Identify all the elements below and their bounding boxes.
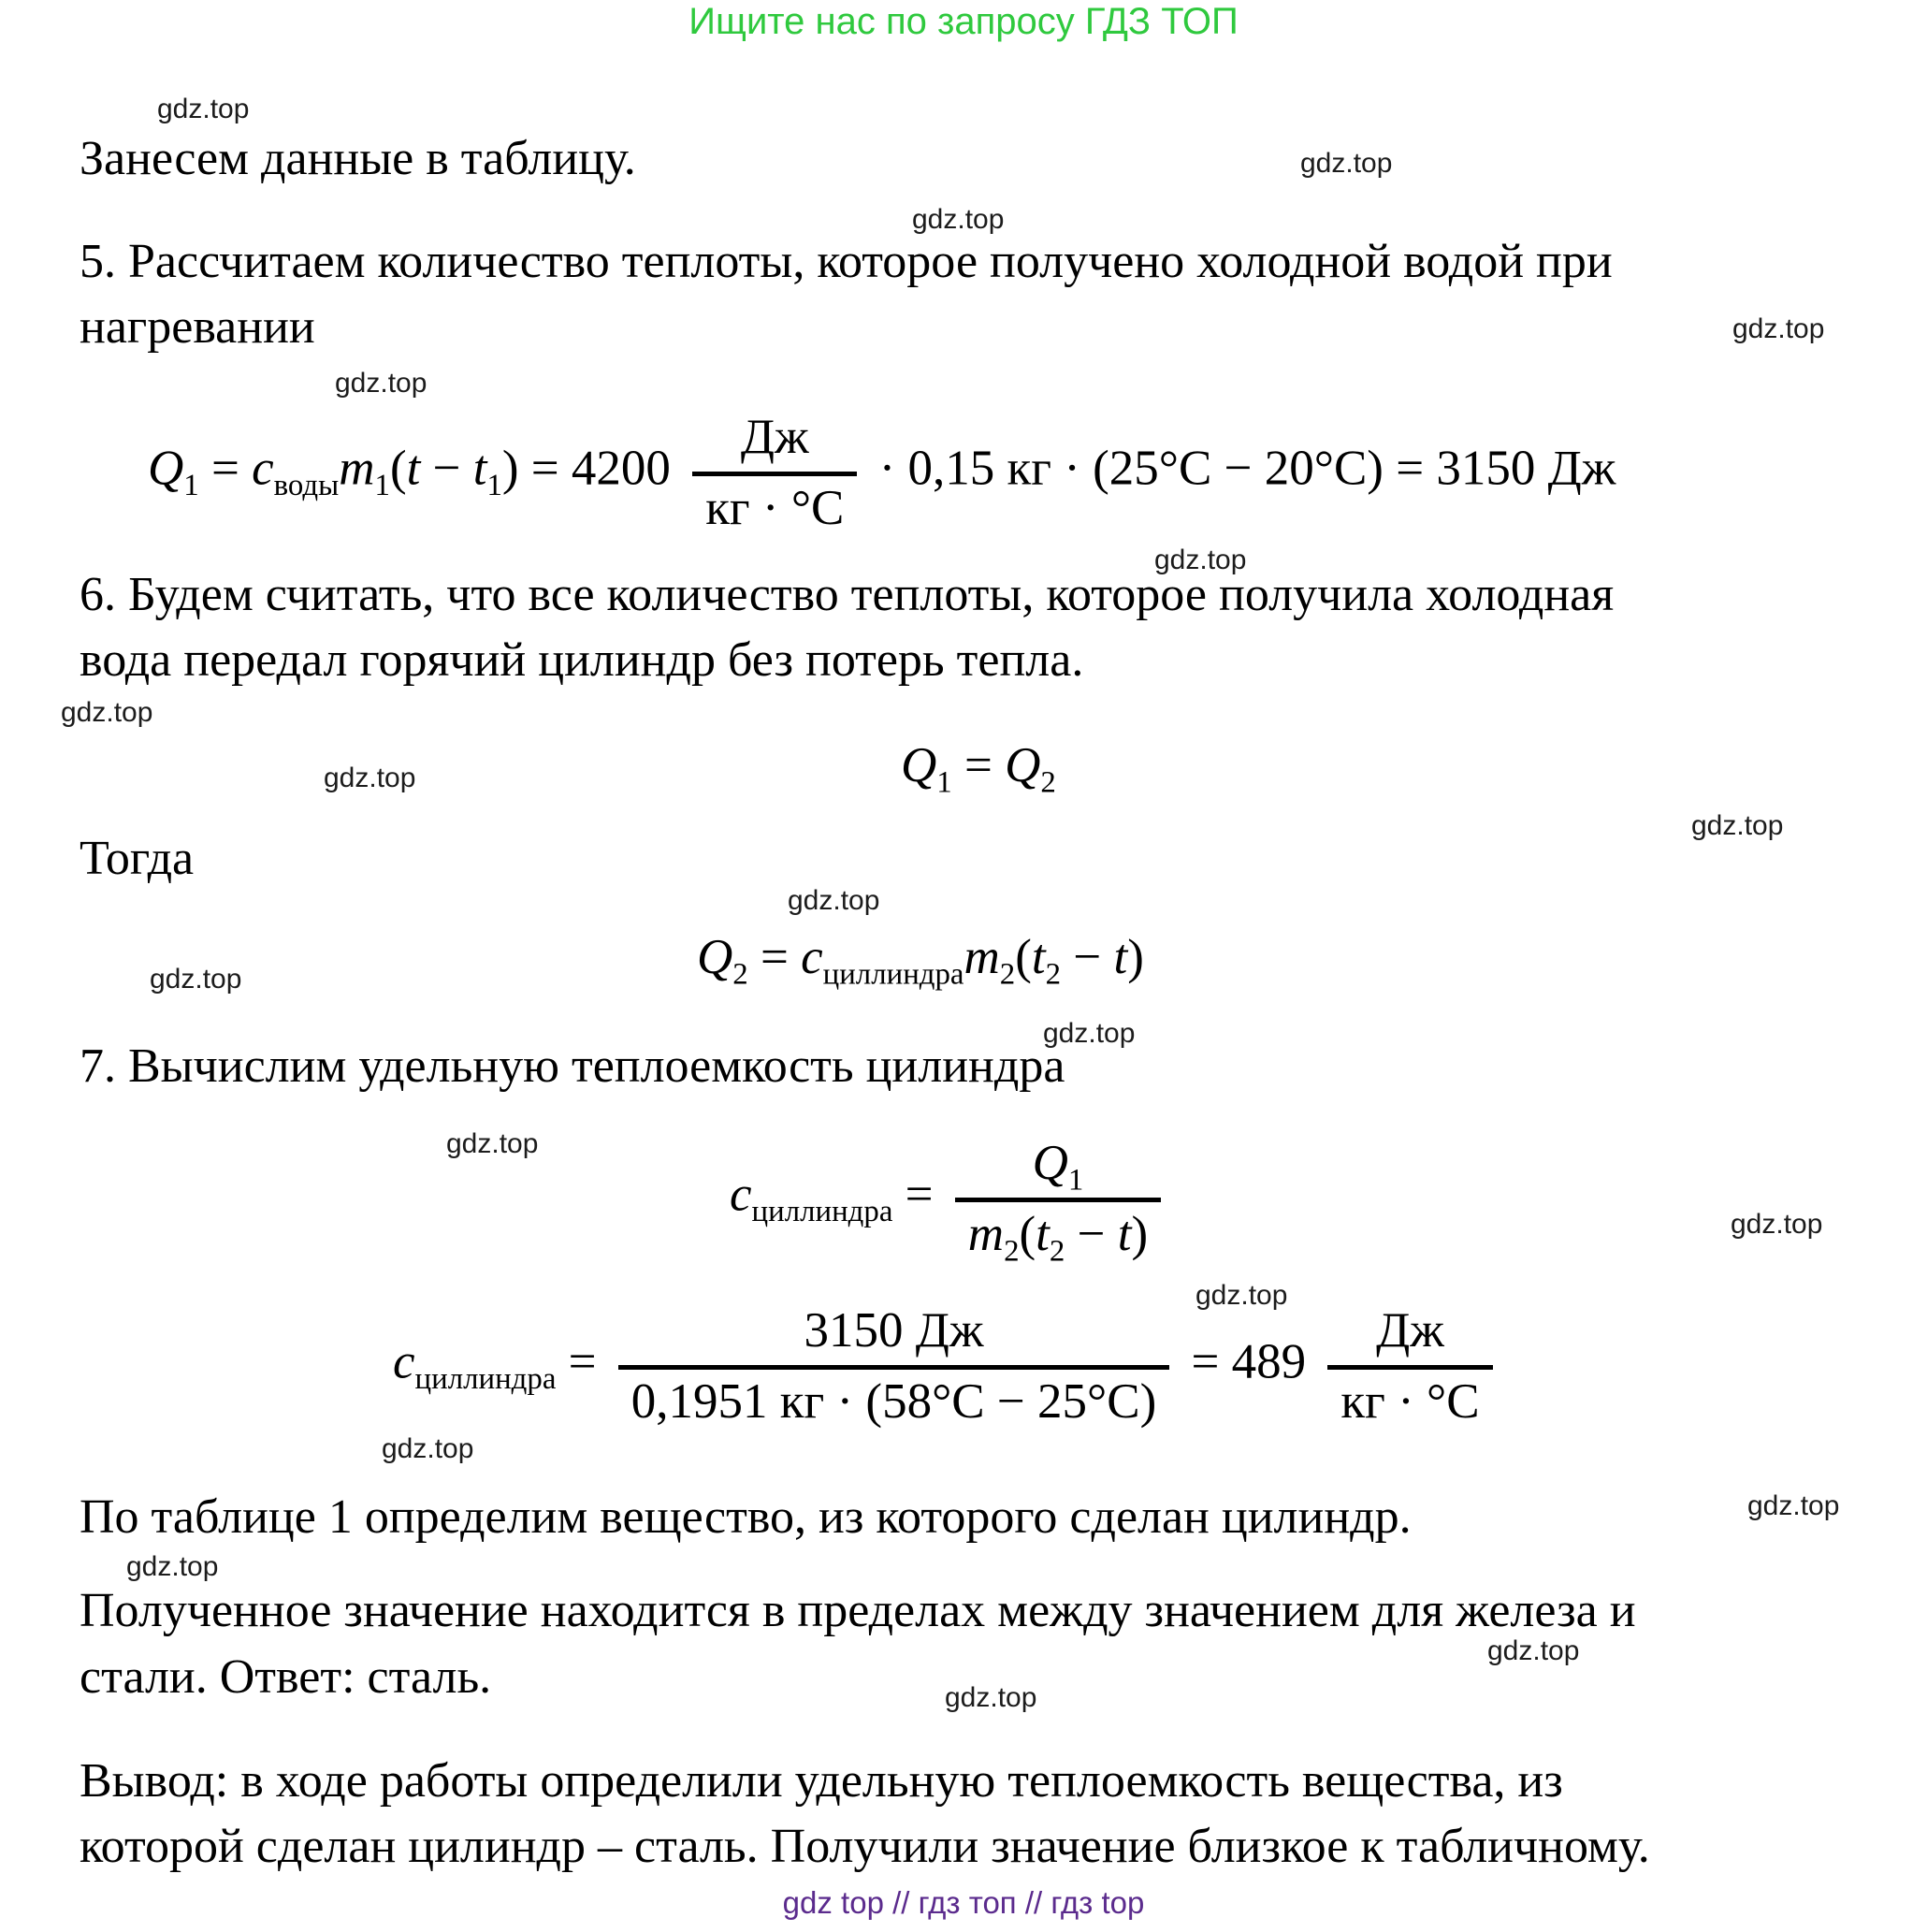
watermark-gdz-top: gdz.top: [61, 697, 153, 728]
paragraph-result-line2: стали. Ответ: сталь.: [80, 1650, 492, 1704]
formula-text: (: [1015, 930, 1032, 984]
formula-variable: Q: [901, 738, 937, 792]
formula-c-definition: [730, 1135, 1170, 1269]
fraction: [692, 409, 857, 537]
formula-variable: c: [393, 1334, 415, 1389]
formula-variable: m: [967, 1206, 1005, 1261]
fraction: [955, 1135, 1161, 1269]
formula-text: =: [892, 1167, 946, 1222]
formula-variable: t: [1036, 1206, 1050, 1261]
fraction: [1327, 1302, 1492, 1431]
paragraph-result-line1: Полученное значение находится в пределах между значением для железа и: [80, 1584, 1636, 1637]
paragraph-intro: Занесем данные в таблицу.: [80, 132, 636, 185]
promo-header: Ищите нас по запросу ГДЗ ТОП: [688, 1, 1239, 42]
watermark-gdz-top: gdz.top: [1732, 313, 1825, 344]
paragraph-step6-line2: вода передал горячий цилиндр без потерь тепла.: [80, 633, 1084, 687]
formula-text: =: [747, 930, 802, 984]
formula-subscript: 2: [732, 957, 748, 992]
watermark-gdz-top: gdz.top: [1300, 148, 1393, 179]
formula-text: (: [389, 441, 407, 496]
formula-heat-balance: [901, 737, 1056, 800]
formula-subscript: 1: [486, 469, 502, 503]
watermark-gdz-top: gdz.top: [788, 885, 880, 916]
formula-text: −: [1065, 1206, 1118, 1261]
formula-variable: c: [252, 441, 274, 496]
paragraph-step6-line1: 6. Будем считать, что все количество теплоты, которое получила холодная: [80, 568, 1615, 621]
formula-subscript: циллиндра: [822, 957, 964, 992]
watermark-gdz-top: gdz.top: [1154, 545, 1247, 575]
watermark-gdz-top: gdz.top: [157, 94, 250, 124]
watermark-gdz-top: gdz.top: [1691, 810, 1784, 841]
fraction: [618, 1302, 1169, 1431]
formula-variable: m: [339, 441, 375, 496]
watermark-gdz-top: gdz.top: [945, 1682, 1037, 1713]
formula-text: −: [1061, 930, 1114, 984]
formula-subscript: 2: [1004, 1234, 1020, 1269]
paragraph-step5-line1: 5. Рассчитаем количество теплоты, которое получено холодной водой при: [80, 235, 1613, 288]
formula-subscript: 2: [1045, 957, 1062, 992]
formula-text: = 489: [1179, 1334, 1319, 1389]
watermark-gdz-top: gdz.top: [1731, 1209, 1823, 1240]
watermark-gdz-top: gdz.top: [150, 964, 242, 995]
watermark-gdz-top: gdz.top: [382, 1433, 474, 1464]
formula-q2-definition: [697, 929, 1144, 992]
watermark-gdz-top: gdz.top: [1043, 1018, 1136, 1049]
formula-c-calculation: [393, 1302, 1502, 1431]
formula-variable: Q: [148, 441, 184, 496]
watermark-gdz-top: gdz.top: [335, 368, 427, 399]
formula-subscript: 1: [183, 469, 199, 503]
formula-variable: t: [1117, 1206, 1132, 1261]
watermark-gdz-top: gdz.top: [446, 1128, 539, 1159]
formula-text: ): [1127, 930, 1144, 984]
formula-subscript: 2: [1040, 765, 1056, 800]
formula-variable: m: [964, 930, 1000, 984]
formula-variable: t: [1113, 930, 1128, 984]
formula-text: =: [556, 1334, 609, 1389]
formula-variable: t: [1031, 930, 1046, 984]
formula-text: 3150 Дж: [804, 1303, 984, 1358]
formula-text: 0,1951 кг · (58°С − 25°С): [630, 1373, 1157, 1429]
formula-variable: c: [730, 1167, 752, 1222]
watermark-gdz-top: gdz.top: [1195, 1280, 1288, 1311]
formula-text: −: [420, 441, 473, 496]
formula-text: кг · °С: [1340, 1373, 1480, 1429]
formula-text: Дж: [740, 410, 809, 464]
paragraph-conclusion-line2: которой сделан цилиндр – сталь. Получили значение близкое к табличному.: [80, 1820, 1650, 1873]
formula-q1-calculation: [148, 409, 1615, 537]
formula-text: · 0,15 кг · (25°С − 20°С) = 3150 Дж: [866, 441, 1616, 496]
formula-variable: Q: [1005, 738, 1041, 792]
formula-text: =: [198, 441, 253, 496]
formula-text: ): [1131, 1206, 1149, 1261]
formula-subscript: циллиндра: [414, 1362, 557, 1397]
formula-subscript: циллиндра: [751, 1195, 893, 1229]
watermark-gdz-top: gdz.top: [1487, 1635, 1580, 1666]
watermark-gdz-top: gdz.top: [126, 1551, 219, 1582]
footer-links: gdz top // гдз топ // гдз top: [782, 1885, 1145, 1920]
formula-variable: t: [472, 441, 487, 496]
formula-variable: t: [406, 441, 421, 496]
paragraph-step7: 7. Вычислим удельную теплоемкость цилиндра: [80, 1039, 1065, 1093]
paragraph-step5-line2: нагревании: [80, 300, 315, 354]
formula-subscript: 2: [999, 957, 1016, 992]
formula-subscript: воды: [273, 469, 340, 503]
formula-subscript: 2: [1049, 1234, 1065, 1269]
paragraph-conclusion-line1: Вывод: в ходе работы определили удельную теплоемкость вещества, из: [80, 1754, 1563, 1808]
formula-subscript: 1: [1067, 1163, 1084, 1198]
watermark-gdz-top: gdz.top: [324, 763, 416, 793]
formula-text: кг · °С: [705, 480, 845, 535]
formula-text: (: [1019, 1206, 1036, 1261]
formula-subscript: 1: [374, 469, 390, 503]
formula-text: ) = 4200: [501, 441, 684, 496]
formula-text: =: [951, 738, 1006, 792]
paragraph-togda: Тогда: [80, 832, 195, 885]
formula-variable: Q: [1032, 1136, 1068, 1190]
formula-variable: c: [801, 930, 823, 984]
watermark-gdz-top: gdz.top: [1747, 1490, 1840, 1521]
formula-text: Дж: [1376, 1303, 1444, 1358]
watermark-gdz-top: gdz.top: [912, 204, 1005, 235]
paragraph-table-ref: По таблице 1 определим вещество, из которого сделан цилиндр.: [80, 1490, 1412, 1544]
formula-subscript: 1: [936, 765, 952, 800]
formula-variable: Q: [697, 930, 733, 984]
